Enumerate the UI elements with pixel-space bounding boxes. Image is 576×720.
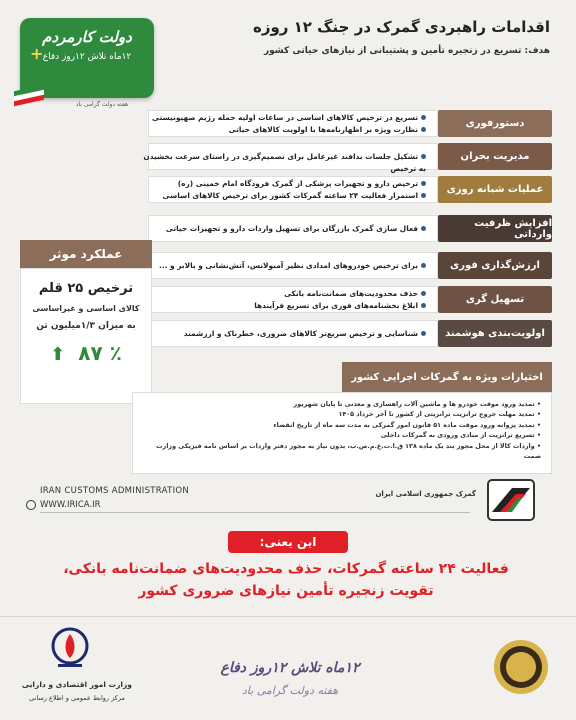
action-description-line (136, 178, 426, 190)
special-power-item (143, 399, 541, 409)
action-description (136, 260, 426, 272)
action-description (136, 151, 426, 175)
bullet-icon: • (534, 420, 541, 429)
bottom-divider (0, 616, 576, 617)
badge-title: دولت کارمردم (42, 28, 132, 46)
ministry-emblem-icon (50, 626, 90, 670)
action-description-text: برای ترخیص خودروهای امدادی نظیر آمبولانس، آتش‌نشانی و بالابر و ... (159, 260, 418, 270)
action-description-text: فعال سازی گمرک بازرگان برای تسهیل واردات دارو و تجهیزات حیاتی (165, 223, 418, 233)
performance-line-2: کالای اساسی و غیراساسی (32, 304, 140, 313)
slogan-line-2: هفته دولت گرامی باد (241, 684, 339, 697)
bullet-icon (421, 193, 426, 198)
action-description-text: شناسایی و ترخیص سریع‌تر کالاهای ضروری، خطرناک و ارزشمند (183, 328, 418, 338)
bullet-icon (421, 291, 426, 296)
performance-line-3: به میزان ۱/۳میلیون تن (36, 321, 136, 331)
action-description (136, 288, 426, 312)
action-description-text: ابلاغ بخشنامه‌های فوری برای تسریع فرآیندها (254, 300, 418, 310)
ministry-name: وزارت امور اقتصادی و دارایی (22, 680, 132, 689)
bullet-icon (421, 303, 426, 308)
special-power-text: تمدید مهلت خروج ترانزیت ترانزیتی از کشور تا آخر خرداد ۱۴۰۵ (338, 410, 535, 419)
bullet-icon (421, 226, 426, 231)
summary-line-2: تقویت زنجیره تأمین نیازهای ضروری کشور (138, 583, 434, 599)
action-description-line (136, 112, 426, 124)
summary-text (26, 558, 546, 602)
bullet-icon (421, 127, 426, 132)
badge-caption: هفته دولت گرامی باد (75, 101, 129, 108)
bullet-icon: • (534, 431, 541, 440)
action-description-line (136, 300, 426, 312)
action-label: افزایش ظرفیت وارداتی (438, 215, 552, 242)
bullet-icon: • (534, 410, 541, 419)
action-description-line (136, 328, 426, 340)
summary-line-1: فعالیت ۲۴ ساعته گمرکات، حذف محدودیت‌های ضمانت‌نامه بانکی، (63, 561, 509, 577)
performance-percent (21, 341, 151, 365)
special-powers-list (132, 392, 552, 474)
bullet-icon (421, 263, 426, 268)
action-label: عملیات شبانه روزی (438, 176, 552, 203)
bullet-icon: • (534, 400, 541, 408)
action-description-line (136, 288, 426, 300)
meaning-label: این یعنی: (228, 531, 348, 553)
up-arrow-icon: ⬆ (50, 344, 66, 365)
action-description (136, 178, 426, 202)
action-label: ارزش‌گذاری فوری (438, 252, 552, 279)
action-label: تسهیل گری (438, 286, 552, 313)
special-power-item (143, 430, 541, 440)
website-link[interactable]: WWW.IRICA.IR (40, 500, 101, 510)
admin-name: IRAN CUSTOMS ADMINISTRATION (40, 486, 190, 496)
bullet-icon (421, 154, 426, 159)
slogan-line-1: ۱۲ماه تلاش ۱۲روز دفاع (220, 660, 360, 676)
action-description (136, 328, 426, 340)
plus-icon: + (30, 44, 44, 63)
bullet-icon (421, 331, 426, 336)
bullet-icon: • (534, 441, 541, 450)
special-power-item (143, 420, 541, 430)
action-description-line (136, 260, 426, 272)
ministry-unit: مرکز روابط عمومی و اطلاع رسانی (29, 694, 125, 702)
special-power-text: واردات کالا از محل مجوز بند یک ماده ۱۳۸ ق.ا.ت.ع.م.ص.ب، بدون نیاز به مجوز دفتر واردات بر اساس نامه فیزیکی وزارت صمت (156, 441, 541, 461)
performance-line-1: ترخیص ۲۵ قلم (38, 281, 134, 296)
action-label: مدیریت بحران (438, 143, 552, 170)
customs-name: گمرک جمهوری اسلامی ایران (375, 490, 476, 498)
performance-heading: عملکرد موثر (20, 240, 152, 268)
page-goal: هدف: تسریع در زنجیره تأمین و پشتیبانی از نیازهای حیاتی کشور (263, 46, 550, 56)
performance-card (20, 268, 152, 404)
customs-logo-icon (486, 478, 536, 522)
badge-subtitle: ۱۲ماه تلاش ۱۲روز دفاع (42, 52, 132, 62)
action-description-text: نظارت ویژه بر اظهارنامه‌ها با اولویت کالاهای حیاتی (228, 124, 418, 134)
page-title: اقدامات راهبردی گمرک در جنگ ۱۲ روزه (252, 18, 550, 36)
iran-flag-icon (14, 88, 44, 104)
action-description-text: حذف محدودیت‌های ضمانت‌نامه بانکی (284, 288, 418, 298)
action-description-text: ترخیص دارو و تجهیزات پزشکی از گمرک فرودگاه امام خمینی (ره) (177, 178, 418, 188)
bullet-icon (421, 115, 426, 120)
action-description (136, 112, 426, 136)
globe-icon (26, 500, 36, 510)
special-power-item (143, 409, 541, 419)
special-power-text: تمدید ورود موقت خودرو ها و ماشین آلات راهسازی و معدنی تا پایان شهریور (293, 400, 535, 408)
special-powers-heading: اختیارات ویژه به گمرکات اجرایی کشور (342, 362, 552, 392)
action-description-line (136, 151, 426, 175)
action-description-line (136, 223, 426, 235)
special-power-text: تسریع ترانزیت از مبادی ورودی به گمرکات داخلی (380, 431, 535, 440)
bullet-icon (421, 181, 426, 186)
action-label: اولویت‌بندی هوشمند (438, 320, 552, 347)
action-description (136, 223, 426, 235)
action-label: دستورفوری (438, 110, 552, 137)
action-description-text: تشکیل جلسات بدافند غیرعامل برای تصمیم‌گیری در راستای سرعت بخشیدن به ترخیص (143, 151, 426, 173)
gold-seal-icon (492, 638, 550, 696)
action-description-text: استمرار فعالیت ۲۴ ساعته گمرکات کشور برای ترخیص کالاهای اساسی (162, 190, 418, 200)
divider (40, 512, 470, 513)
action-description-line (136, 190, 426, 202)
special-power-item (143, 441, 541, 462)
special-power-text: تمدید پروانه ورود موقت ماده ۵۱ قانون امور گمرکی به مدت سه ماه از تاریخ انقضاء (273, 420, 535, 429)
action-description-line (136, 124, 426, 136)
performance-percent-value: ٪ ۸۷ (78, 341, 122, 365)
action-description-text: تسریع در ترخیص کالاهای اساسی در ساعات اولیه حمله رژیم صهیونیستی (152, 112, 418, 122)
